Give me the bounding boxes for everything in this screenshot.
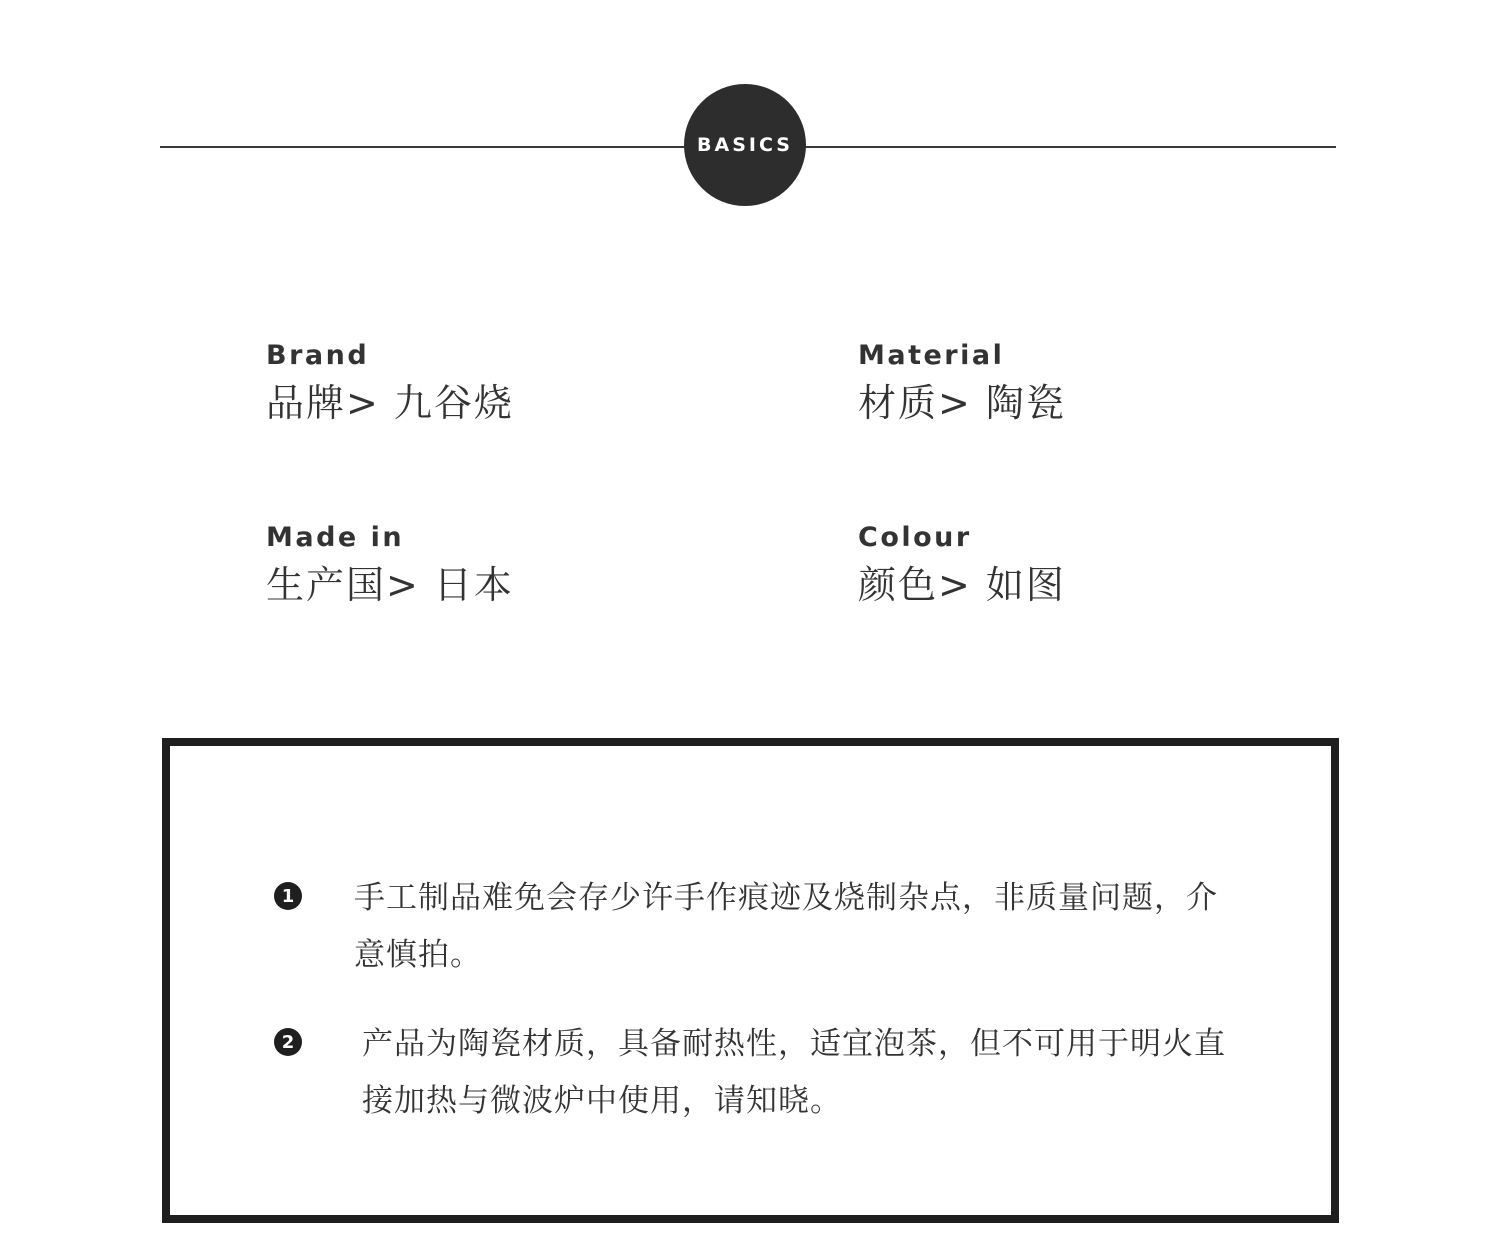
spec-colour [858, 522, 1278, 608]
spec-colour-value: 颜色> 如图 [858, 563, 1066, 607]
notice-text: 产品为陶瓷材质，具备耐热性，适宜泡茶，但不可用于明火直接加热与微波炉中使用，请知晓。 [362, 1026, 1226, 1119]
divider-line-right [800, 146, 1336, 148]
spec-material [858, 340, 1278, 426]
spec-colour-label-en: Colour [858, 522, 972, 553]
spec-made-in-label-en: Made in [266, 522, 405, 553]
basics-badge [684, 84, 806, 206]
notice-item [274, 870, 1234, 984]
number-two-icon: 2 [274, 1028, 302, 1056]
notice-text: 手工制品难免会存少许手作痕迹及烧制杂点，非质量问题，介意慎拍。 [354, 880, 1218, 973]
spec-made-in-value: 生产国> 日本 [266, 563, 514, 607]
spec-brand-value: 品牌> 九谷烧 [266, 381, 514, 425]
spec-material-label-en: Material [858, 340, 1005, 371]
notice-box [162, 738, 1339, 1223]
number-one-icon: 1 [274, 882, 302, 910]
notice-item [274, 1016, 1242, 1130]
spec-brand-label-en: Brand [266, 340, 370, 371]
divider-line-left [160, 146, 690, 148]
spec-made-in [266, 522, 686, 608]
spec-material-value: 材质> 陶瓷 [858, 381, 1066, 425]
basics-badge-label: BASICS [697, 134, 793, 156]
spec-brand [266, 340, 686, 426]
